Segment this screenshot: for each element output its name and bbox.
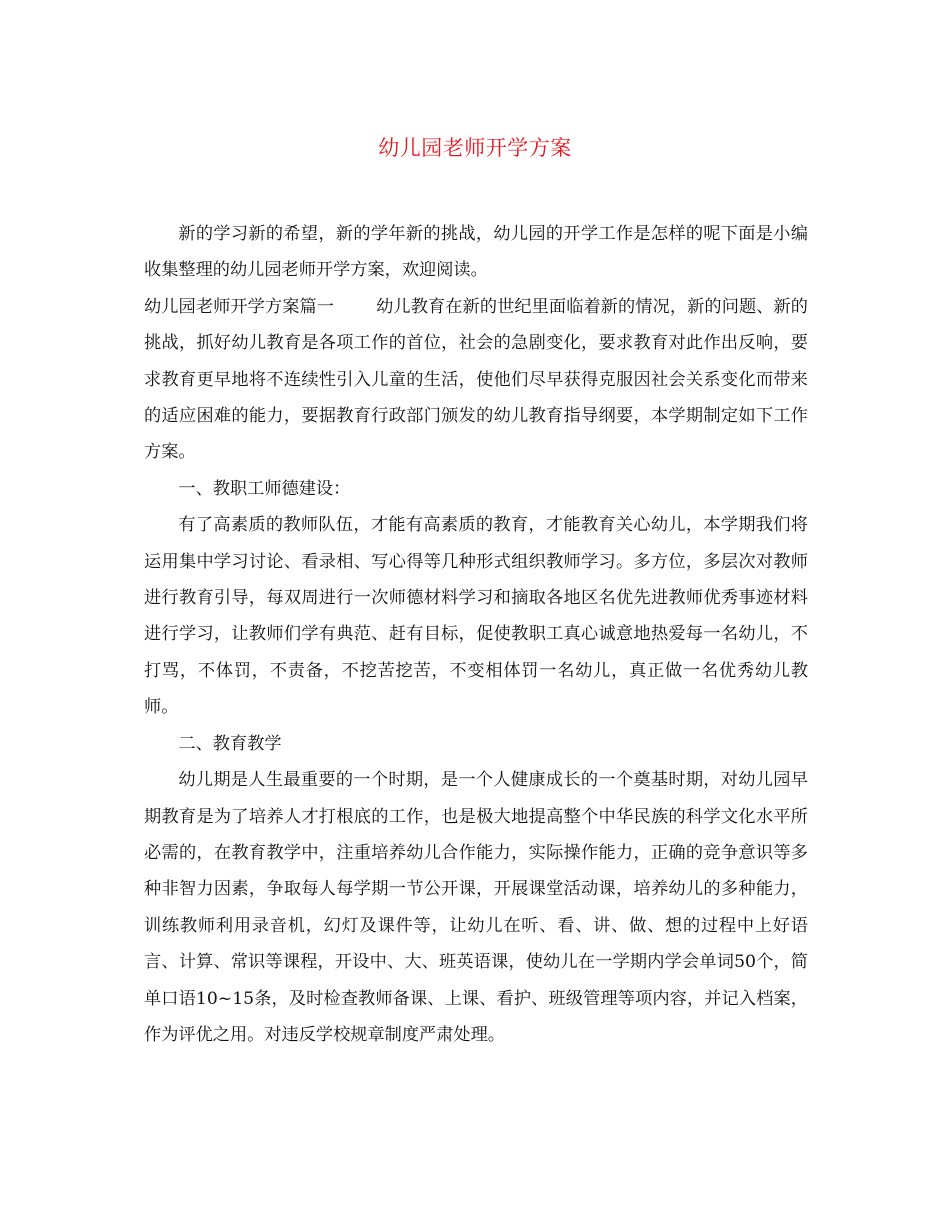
section-heading: 幼儿园老师开学方案篇一 bbox=[144, 296, 335, 317]
document-title: 幼儿园老师开学方案 bbox=[378, 136, 572, 160]
heading-education-teaching: 二、教育教学 bbox=[178, 733, 282, 754]
paragraph-teacher-ethics: 有了高素质的教师队伍，才能有高素质的教育，才能教育关心幼儿，本学期我们将运用集中学习讨论、看录相、写心得等几种形式组织教师学习。多方位，多层次对教师进行教育引导，每双周进行一次师德材料学习和摘取各地区名优先进教师优秀事迹材料进行学习，让教师们学有典范、赶有目标，促使教职工真心诚意地热爱每一名幼儿，不打骂，不体罚，不责备，不挖苦挖苦，不变相体罚一名幼儿，真正做一名优秀幼儿教师。 bbox=[144, 515, 808, 718]
document-body bbox=[144, 216, 808, 1053]
paragraph-education-teaching: 幼儿期是人生最重要的一个时期，是一个人健康成长的一个奠基时期，对幼儿园早期教育是为了培养人才打根底的工作，也是极大地提高整个中华民族的科学文化水平所必需的，在教育教学中，注重培养幼儿合作能力，实际操作能力，正确的竞争意识等多种非智力因素，争取每人每学期一节公开课，开展课堂活动课，培养幼儿的多种能力，训练教师利用录音机，幻灯及课件等，让幼儿在听、看、讲、做、想的过程中上好语言、计算、常识等课程，开设中、大、班英语课，使幼儿在一学期内学会单词50个，简单口语10~15条，及时检查教师备课、上课、看护、班级管理等项内容，并记入档案，作为评优之用。对违反学校规章制度严肃处理。 bbox=[144, 770, 808, 1045]
section-intro: 幼儿教育在新的世纪里面临着新的情况，新的问题、新的挑战，抓好幼儿教育是各项工作的首位，社会的急剧变化，要求教育对此作出反响，要求教育更早地将不连续性引入儿童的生活，使他们尽早获得克服因社会关系变化而带来的适应困难的能力，要据教育行政部门颁发的幼儿教育指导纲要，本学期制定如下工作方案。 bbox=[144, 296, 808, 463]
intro-paragraph: 新的学习新的希望，新的学年新的挑战，幼儿园的开学工作是怎样的呢下面是小编收集整理的幼儿园老师开学方案，欢迎阅读。 bbox=[144, 224, 808, 281]
section-paragraph bbox=[144, 289, 808, 471]
heading-teacher-ethics: 一、教职工师德建设： bbox=[178, 478, 351, 499]
